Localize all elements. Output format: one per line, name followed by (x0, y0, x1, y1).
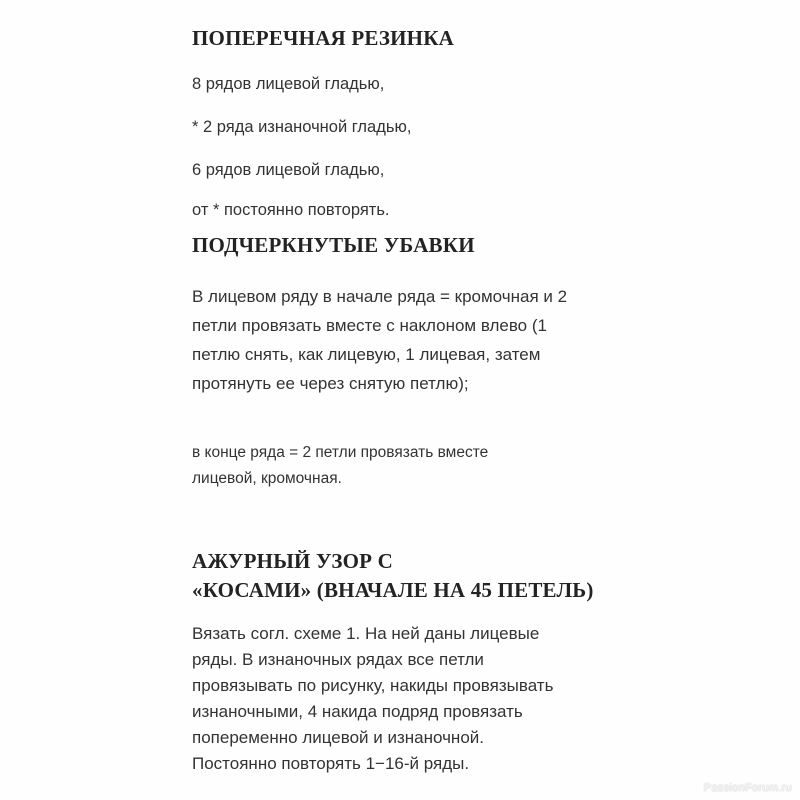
content-column (192, 0, 622, 800)
section-heading-transverse-rib: ПОПЕРЕЧНАЯ РЕЗИНКА (192, 26, 455, 50)
paragraph-line: попеременно лицевой и изнаночной. (192, 728, 484, 747)
section-heading-lace-pattern-with-cables (192, 547, 622, 605)
paragraph-line: ряды. В изнаночных рядах все петли (192, 650, 484, 669)
instruction-line: от * постоянно повторять. (192, 201, 390, 219)
lace-pattern-paragraph (192, 621, 616, 777)
site-watermark: PassionForum.ru (703, 782, 792, 794)
instruction-line: 8 рядов лицевой гладью, (192, 75, 385, 93)
paragraph-line: Вязать согл. схеме 1. На ней даны лицевые (192, 624, 540, 643)
paragraph-line: петли провязать вместе с наклоном влево (1 (192, 316, 547, 335)
decrease-paragraph-end-of-row (192, 440, 592, 492)
paragraph-line: Постоянно повторять 1−16-й ряды. (192, 754, 470, 773)
paragraph-line: петлю снять, как лицевую, 1 лицевая, затем (192, 345, 541, 364)
section-heading-emphasized-decreases: ПОДЧЕРКНУТЫЕ УБАВКИ (192, 233, 475, 257)
paragraph-line: изнаночными, 4 накида подряд провязать (192, 702, 523, 721)
paragraph-line: в конце ряда = 2 петли провязать вместе (192, 444, 489, 461)
instruction-line: * 2 ряда изнаночной гладью, (192, 118, 412, 136)
heading-line: «КОСАМИ» (ВНАЧАЛЕ НА 45 ПЕТЕЛЬ) (192, 578, 594, 602)
decrease-paragraph-start-of-row (192, 282, 616, 398)
paragraph-line: лицевой, кромочная. (192, 470, 342, 487)
paragraph-line: протянуть ее через снятую петлю); (192, 374, 469, 393)
instruction-line: 6 рядов лицевой гладью, (192, 161, 385, 179)
paragraph-line: провязывать по рисунку, накиды провязывать (192, 676, 554, 695)
heading-line: АЖУРНЫЙ УЗОР С (192, 549, 394, 573)
paragraph-line: В лицевом ряду в начале ряда = кромочная и 2 (192, 287, 568, 306)
